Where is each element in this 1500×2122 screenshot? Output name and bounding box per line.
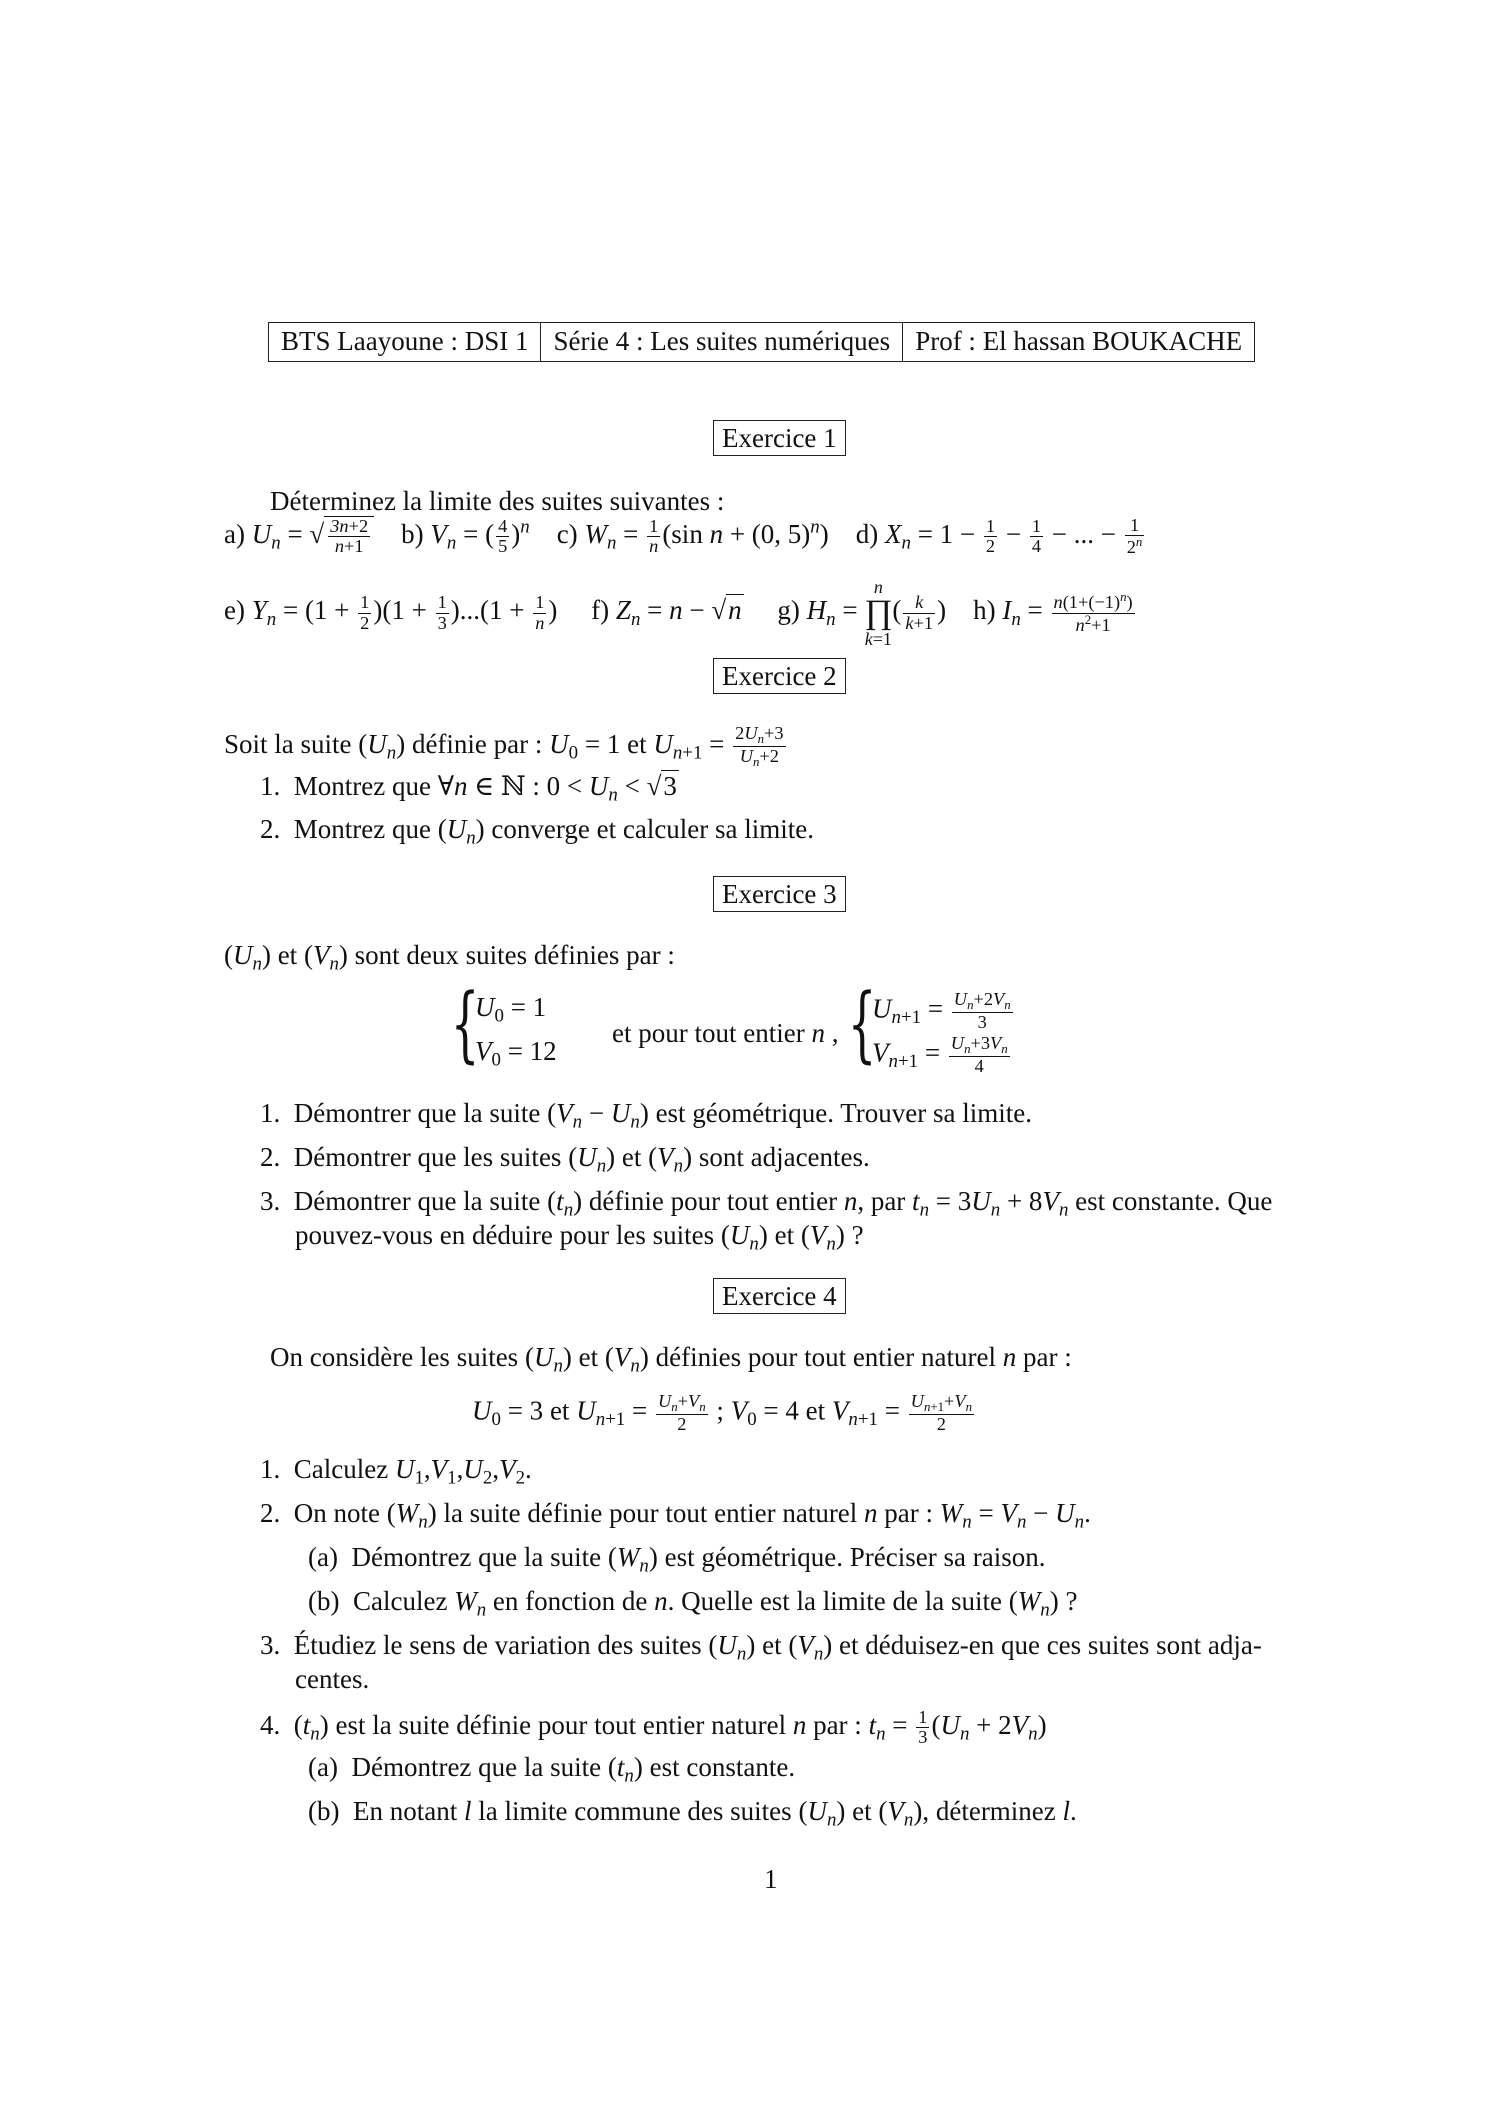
exercise-1-row-1: a) $U_n$ = √ $\frac{3n+2}{n+1}$ b) $V_n$ = ( $\frac{4}{5}$ )$^n$ c) $W_n$ = $\frac{1}{n}$ (sin n + (0, 5)$^n$) d) $X_n = 1$ − $\frac{1}{2}$ − $\frac{1}{4}$ − ... − $\frac{1}{2^n}$ bbox=[224, 515, 1143, 558]
header-school: BTS Laayoune : DSI 1 bbox=[269, 323, 541, 361]
exercise-2-item-2: 2. Montrez que $(U_n)$ converge et calculer sa limite. bbox=[260, 814, 815, 849]
exercise-3-intro: $(U_n)$ et $(V_n)$ sont deux suites définies par : bbox=[224, 940, 675, 975]
exercise-3-item-3-line-2: pouvez-vous en déduire pour les suites $(U_n)$ et $(V_n)$ ? bbox=[295, 1220, 864, 1255]
exercise-3-title: Exercice 3 bbox=[713, 876, 846, 912]
exercise-3-system-middle: et pour tout entier n , bbox=[612, 1018, 839, 1048]
exercise-4-item-4: 4. $(t_n)$ est la suite définie pour tout entier naturel n par : $t_n$ = $\frac{1}{3}$ $(U_n + 2V_n)$ bbox=[260, 1707, 1047, 1748]
exercise-3-item-1: 1. Démontrer que la suite $(V_n - U_n)$ est géométrique. Trouver sa limite. bbox=[260, 1098, 1033, 1133]
exercise-4-item-2b: (b) Calculez $W_n$ en fonction de n. Quelle est la limite de la suite $(W_n)$ ? bbox=[308, 1586, 1078, 1621]
exercise-3-item-3: 3. Démontrer que la suite $(t_n)$ définie pour tout entier n, par $t_n = 3U_n + 8V_n$ est constante. Que bbox=[260, 1186, 1273, 1221]
exercise-2-item-1: 1. Montrez que ∀n ∈ ℕ : $0 < U_n < √3$ bbox=[260, 771, 677, 806]
exercise-3-item-2: 2. Démontrer que les suites $(U_n)$ et $(V_n)$ sont adjacentes. bbox=[260, 1142, 870, 1177]
exercise-4-definitions: $U_0 = 3$ et $U_{n+1}$ = $\frac{U_n+V_n}{2}$ ; $V_0 = 4$ et $V_{n+1}$ = $\frac{U_{n+1}+V_n}{2}$ bbox=[472, 1391, 973, 1435]
exercise-4-item-3-line-2: centes. bbox=[295, 1664, 370, 1694]
exercise-1-title: Exercice 1 bbox=[713, 420, 846, 456]
exercise-4-item-2: 2. On note $(W_n)$ la suite définie pour tout entier naturel n par : $W_n = V_n - U_n$. bbox=[260, 1498, 1091, 1533]
exercise-2-title: Exercice 2 bbox=[713, 658, 846, 694]
exercise-4-item-1: 1. Calculez $U_1,V_1,U_2,V_2$. bbox=[260, 1454, 532, 1489]
exercise-4-item-4a: (a) Démontrez que la suite $(t_n)$ est constante. bbox=[308, 1752, 796, 1787]
exercise-2-intro: Soit la suite $(U_n)$ définie par : $U_0 = 1$ et $U_{n+1}$ = $\frac{2U_n+3}{U_n+2}$ bbox=[224, 723, 784, 770]
exercise-4-title: Exercice 4 bbox=[713, 1278, 846, 1314]
header-table bbox=[268, 322, 1255, 362]
exercise-4-item-3: 3. Étudiez le sens de variation des suites $(U_n)$ et $(V_n)$ et déduisez-en que ces suites sont adja- bbox=[260, 1630, 1262, 1665]
exercise-4-item-4b: (b) En notant l la limite commune des suites $(U_n)$ et $(V_n)$, déterminez l. bbox=[308, 1796, 1077, 1831]
page-number: 1 bbox=[764, 1864, 778, 1894]
header-series: Série 4 : Les suites numériques bbox=[541, 323, 903, 361]
exercise-4-item-2a: (a) Démontrez que la suite $(W_n)$ est géométrique. Préciser sa raison. bbox=[308, 1542, 1046, 1577]
exercise-4-intro: On considère les suites $(U_n)$ et $(V_n)$ définies pour tout entier naturel n par : bbox=[270, 1342, 1072, 1377]
exercise-1-row-2: e) $Y_n = (1$ + $\frac{1}{2}$ )(1 + $\frac{1}{3}$ )...(1 + $\frac{1}{n}$ ) f) $Z_n = n - √n$ g) $H_n$ = n ∏ k=1 ( $\frac{k}{k+1}$ ) h) $I_n$ = $\frac{n(1+(-1)^n)}{n^2+1}$ bbox=[224, 577, 1133, 649]
header-professor: Prof : El hassan BOUKACHE bbox=[915, 326, 1243, 356]
exercise-1-intro: Déterminez la limite des suites suivantes : bbox=[270, 486, 725, 516]
